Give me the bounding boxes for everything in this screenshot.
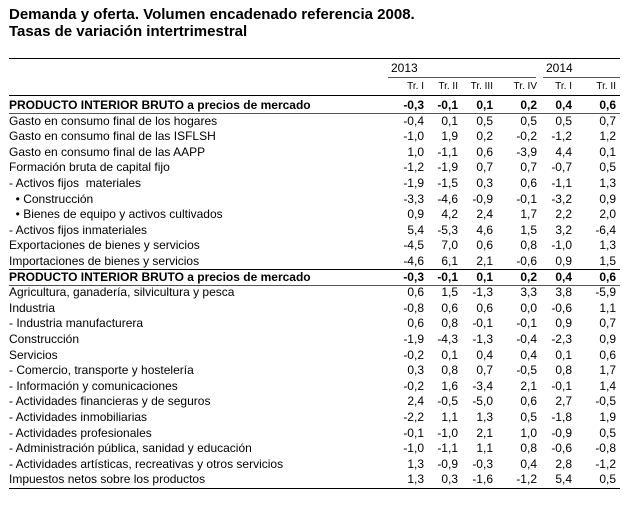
table-row bbox=[9, 301, 620, 316]
row-value: -1,2 bbox=[403, 160, 424, 175]
row-value: 0,7 bbox=[599, 316, 616, 331]
row-value: -1,2 bbox=[551, 129, 572, 144]
row-value: -4,6 bbox=[437, 191, 458, 206]
row-value: 0,8 bbox=[555, 363, 572, 378]
row-value: -0,6 bbox=[516, 254, 537, 268]
row-value: -0,6 bbox=[551, 300, 572, 315]
row-value: 1,5 bbox=[599, 254, 616, 268]
table-row bbox=[9, 238, 620, 253]
row-label: Formación bruta de capital fijo bbox=[9, 160, 170, 175]
row-value: -2,3 bbox=[551, 332, 572, 346]
row-value: -0,9 bbox=[437, 456, 458, 471]
row-value: 0,3 bbox=[441, 472, 458, 487]
row-value: 1,3 bbox=[599, 238, 616, 253]
row-value: 7,0 bbox=[441, 238, 458, 253]
row-label: - Administración pública, sanidad y educación bbox=[9, 441, 252, 456]
row-value: -1,8 bbox=[551, 410, 572, 424]
row-value: 3,8 bbox=[555, 285, 572, 300]
row-value: 0,1 bbox=[476, 269, 493, 284]
row-value: 1,1 bbox=[441, 410, 458, 424]
row-label: Importaciones de bienes y servicios bbox=[9, 254, 200, 268]
row-value: 2,7 bbox=[555, 394, 572, 409]
year-2013-rule bbox=[388, 77, 536, 78]
row-value: 1,9 bbox=[441, 129, 458, 144]
row-label: Agricultura, ganadería, silvicultura y pesca bbox=[9, 285, 235, 300]
row-value: -1,9 bbox=[403, 332, 424, 346]
table-row bbox=[9, 348, 620, 363]
row-value: 1,3 bbox=[476, 410, 493, 424]
row-value: -5,0 bbox=[472, 394, 493, 409]
row-value: -0,5 bbox=[595, 394, 616, 409]
row-value: 0,4 bbox=[476, 347, 493, 362]
row-value: 1,0 bbox=[407, 144, 424, 159]
row-value: -0,1 bbox=[437, 269, 458, 284]
row-value: 2,1 bbox=[520, 378, 537, 393]
row-label: - Actividades artísticas, recreativas y otros servicios bbox=[9, 456, 284, 471]
row-value: 5,4 bbox=[555, 472, 572, 487]
row-value: 6,1 bbox=[441, 254, 458, 268]
row-value: -4,3 bbox=[437, 332, 458, 346]
row-value: -0,8 bbox=[403, 300, 424, 315]
row-value: -0,2 bbox=[516, 129, 537, 144]
year-2014-rule bbox=[543, 77, 620, 78]
quarter-header: Tr. II bbox=[438, 81, 458, 92]
table-row bbox=[9, 363, 620, 378]
bottom-rule bbox=[9, 488, 620, 489]
row-value: 0,6 bbox=[599, 347, 616, 362]
row-value: 2,1 bbox=[476, 254, 493, 268]
row-value: 0,6 bbox=[476, 238, 493, 253]
row-label: - Activos fijos materiales bbox=[9, 176, 142, 190]
row-value: 1,7 bbox=[599, 363, 616, 378]
table-title-line2: Tasas de variación intertrimestral bbox=[9, 23, 248, 40]
table-row bbox=[9, 114, 620, 129]
table-row bbox=[9, 426, 620, 441]
row-value: 0,4 bbox=[555, 269, 572, 284]
row-value: -1,1 bbox=[437, 144, 458, 159]
row-value: 4,2 bbox=[441, 207, 458, 222]
row-value: 4,4 bbox=[555, 144, 572, 159]
row-value: 0,2 bbox=[476, 129, 493, 144]
row-value: 1,9 bbox=[599, 410, 616, 424]
row-label: - Actividades financieras y de seguros bbox=[9, 394, 211, 409]
row-value: -5,3 bbox=[437, 222, 458, 237]
row-value: -1,5 bbox=[437, 176, 458, 190]
row-label: PRODUCTO INTERIOR BRUTO a precios de mercado bbox=[9, 98, 311, 112]
row-value: 0,6 bbox=[520, 394, 537, 409]
row-value: 0,4 bbox=[520, 347, 537, 362]
row-value: -0,7 bbox=[551, 160, 572, 175]
row-value: 1,3 bbox=[407, 472, 424, 487]
row-value: -0,5 bbox=[437, 394, 458, 409]
row-value: -0,5 bbox=[516, 363, 537, 378]
year-2013: 2013 bbox=[391, 61, 418, 75]
row-value: -0,2 bbox=[403, 378, 424, 393]
table-row bbox=[9, 332, 620, 347]
row-value: -0,1 bbox=[472, 316, 493, 331]
row-label: - Actividades profesionales bbox=[9, 425, 152, 440]
row-label: • Bienes de equipo y activos cultivados bbox=[9, 207, 223, 222]
row-value: 2,2 bbox=[555, 207, 572, 222]
row-value: -0,1 bbox=[551, 378, 572, 393]
row-value: -0,4 bbox=[403, 113, 424, 128]
row-value: -0,9 bbox=[551, 425, 572, 440]
row-value: -0,4 bbox=[516, 332, 537, 346]
row-value: 0,3 bbox=[407, 363, 424, 378]
row-value: -3,3 bbox=[403, 191, 424, 206]
row-value: 0,4 bbox=[520, 456, 537, 471]
row-value: 0,5 bbox=[476, 113, 493, 128]
table-row bbox=[9, 160, 620, 175]
row-value: 0,5 bbox=[599, 160, 616, 175]
table-row bbox=[9, 379, 620, 394]
row-value: 1,1 bbox=[476, 441, 493, 456]
row-label: - Información y comunicaciones bbox=[9, 378, 178, 393]
row-label: - Industria manufacturera bbox=[9, 316, 144, 331]
header-rule bbox=[9, 95, 620, 96]
row-value: -3,4 bbox=[472, 378, 493, 393]
row-value: 0,2 bbox=[520, 269, 537, 284]
row-value: -1,3 bbox=[472, 285, 493, 300]
row-value: -0,2 bbox=[403, 347, 424, 362]
row-value: 0,9 bbox=[555, 254, 572, 268]
row-value: -0,3 bbox=[403, 98, 424, 112]
row-value: 0,8 bbox=[520, 441, 537, 456]
row-value: 0,1 bbox=[441, 347, 458, 362]
table-row bbox=[9, 285, 620, 300]
row-value: 0,9 bbox=[599, 191, 616, 206]
row-value: 0,8 bbox=[441, 316, 458, 331]
row-value: 1,7 bbox=[520, 207, 537, 222]
table-row bbox=[9, 207, 620, 222]
row-value: 0,0 bbox=[520, 300, 537, 315]
table-row bbox=[9, 457, 620, 472]
table-row bbox=[9, 223, 620, 238]
row-value: -4,5 bbox=[403, 238, 424, 253]
row-value: 0,5 bbox=[599, 472, 616, 487]
row-label: - Comercio, transporte y hostelería bbox=[9, 363, 194, 378]
row-value: 2,4 bbox=[407, 394, 424, 409]
row-label: Exportaciones de bienes y servicios bbox=[9, 238, 200, 253]
row-value: 1,5 bbox=[520, 222, 537, 237]
top-rule bbox=[9, 58, 620, 59]
row-value: 1,5 bbox=[441, 285, 458, 300]
row-value: 2,8 bbox=[555, 456, 572, 471]
row-value: -0,9 bbox=[472, 191, 493, 206]
row-value: -3,9 bbox=[516, 144, 537, 159]
quarter-header: Tr. III bbox=[470, 81, 493, 92]
table-row bbox=[9, 129, 620, 144]
row-label: Servicios bbox=[9, 347, 58, 362]
quarter-header: Tr. I bbox=[555, 81, 572, 92]
row-value: 1,6 bbox=[441, 378, 458, 393]
row-value: 2,0 bbox=[599, 207, 616, 222]
row-label: Industria bbox=[9, 300, 56, 315]
row-value: -1,1 bbox=[551, 176, 572, 190]
row-value: 0,7 bbox=[520, 160, 537, 175]
row-label: Gasto en consumo final de las ISFLSH bbox=[9, 129, 216, 144]
row-value: -5,9 bbox=[595, 285, 616, 300]
row-value: 0,1 bbox=[476, 98, 493, 112]
row-value: 4,6 bbox=[476, 222, 493, 237]
row-value: -1,1 bbox=[437, 441, 458, 456]
row-value: 0,6 bbox=[599, 269, 616, 284]
table-row bbox=[9, 410, 620, 425]
row-value: 0,6 bbox=[441, 300, 458, 315]
row-value: 0,6 bbox=[476, 300, 493, 315]
row-value: 5,4 bbox=[407, 222, 424, 237]
row-value: -1,0 bbox=[551, 238, 572, 253]
row-value: 1,0 bbox=[520, 425, 537, 440]
table-row-total bbox=[9, 98, 620, 113]
table-row bbox=[9, 176, 620, 191]
row-label: • Construcción bbox=[9, 191, 94, 206]
row-value: 0,7 bbox=[476, 363, 493, 378]
row-value: 0,6 bbox=[407, 285, 424, 300]
row-value: -0,1 bbox=[516, 316, 537, 331]
row-label: Gasto en consumo final de las AAPP bbox=[9, 144, 206, 159]
row-value: 0,6 bbox=[599, 98, 616, 112]
row-value: 0,8 bbox=[441, 363, 458, 378]
row-value: 0,5 bbox=[520, 410, 537, 424]
row-value: 0,5 bbox=[555, 113, 572, 128]
row-value: 0,7 bbox=[476, 160, 493, 175]
table-row bbox=[9, 472, 620, 487]
row-value: 1,3 bbox=[407, 456, 424, 471]
table-row-total bbox=[9, 270, 620, 285]
row-value: 0,7 bbox=[599, 113, 616, 128]
row-value: -2,2 bbox=[403, 410, 424, 424]
row-value: 0,3 bbox=[476, 176, 493, 190]
row-value: -1,3 bbox=[472, 332, 493, 346]
row-label: PRODUCTO INTERIOR BRUTO a precios de mercado bbox=[9, 269, 311, 284]
row-value: 0,8 bbox=[520, 238, 537, 253]
row-value: -0,1 bbox=[403, 425, 424, 440]
table-row bbox=[9, 394, 620, 409]
row-value: -0,1 bbox=[437, 98, 458, 112]
table-row bbox=[9, 145, 620, 160]
row-value: -1,0 bbox=[437, 425, 458, 440]
row-value: -0,3 bbox=[403, 269, 424, 284]
row-value: -1,0 bbox=[403, 441, 424, 456]
row-value: 3,2 bbox=[555, 222, 572, 237]
row-value: -0,6 bbox=[551, 441, 572, 456]
row-label: Construcción bbox=[9, 332, 80, 346]
row-value: 0,4 bbox=[555, 98, 572, 112]
row-value: 0,5 bbox=[520, 113, 537, 128]
row-value: -4,6 bbox=[403, 254, 424, 268]
row-value: 0,1 bbox=[441, 113, 458, 128]
table-row bbox=[9, 192, 620, 207]
row-value: -1,2 bbox=[595, 456, 616, 471]
row-value: 1,2 bbox=[599, 129, 616, 144]
row-value: 0,2 bbox=[520, 98, 537, 112]
row-value: 0,6 bbox=[520, 176, 537, 190]
row-label: Impuestos netos sobre los productos bbox=[9, 472, 206, 487]
table-row bbox=[9, 316, 620, 331]
row-value: 2,4 bbox=[476, 207, 493, 222]
row-value: 0,6 bbox=[476, 144, 493, 159]
row-value: 0,9 bbox=[555, 316, 572, 331]
row-value: 0,1 bbox=[555, 347, 572, 362]
row-label: Gasto en consumo final de los hogares bbox=[9, 113, 218, 128]
table-row bbox=[9, 254, 620, 269]
row-label: - Actividades inmobiliarias bbox=[9, 410, 148, 424]
row-value: -1,0 bbox=[403, 129, 424, 144]
row-value: 1,3 bbox=[599, 176, 616, 190]
row-value: -1,2 bbox=[516, 472, 537, 487]
row-value: 0,1 bbox=[599, 144, 616, 159]
year-2014: 2014 bbox=[546, 61, 573, 75]
row-value: 0,5 bbox=[599, 425, 616, 440]
row-value: 0,6 bbox=[407, 316, 424, 331]
row-value: -3,2 bbox=[551, 191, 572, 206]
row-value: 0,9 bbox=[599, 332, 616, 346]
row-value: 1,4 bbox=[599, 378, 616, 393]
row-value: 2,1 bbox=[476, 425, 493, 440]
row-label: - Activos fijos inmateriales bbox=[9, 222, 148, 237]
row-value: -1,9 bbox=[437, 160, 458, 175]
table-row bbox=[9, 441, 620, 456]
row-value: -0,1 bbox=[516, 191, 537, 206]
row-value: -1,6 bbox=[472, 472, 493, 487]
row-value: 3,3 bbox=[520, 285, 537, 300]
row-value: -6,4 bbox=[595, 222, 616, 237]
row-value: -0,3 bbox=[472, 456, 493, 471]
row-value: 0,9 bbox=[407, 207, 424, 222]
table-title-line1: Demanda y oferta. Volumen encadenado referencia 2008. bbox=[9, 6, 415, 23]
quarter-header: Tr. I bbox=[407, 81, 424, 92]
row-value: -0,8 bbox=[595, 441, 616, 456]
quarter-header: Tr. IV bbox=[513, 81, 537, 92]
row-value: 1,1 bbox=[599, 300, 616, 315]
row-value: -1,9 bbox=[403, 176, 424, 190]
quarter-header: Tr. II bbox=[596, 81, 616, 92]
